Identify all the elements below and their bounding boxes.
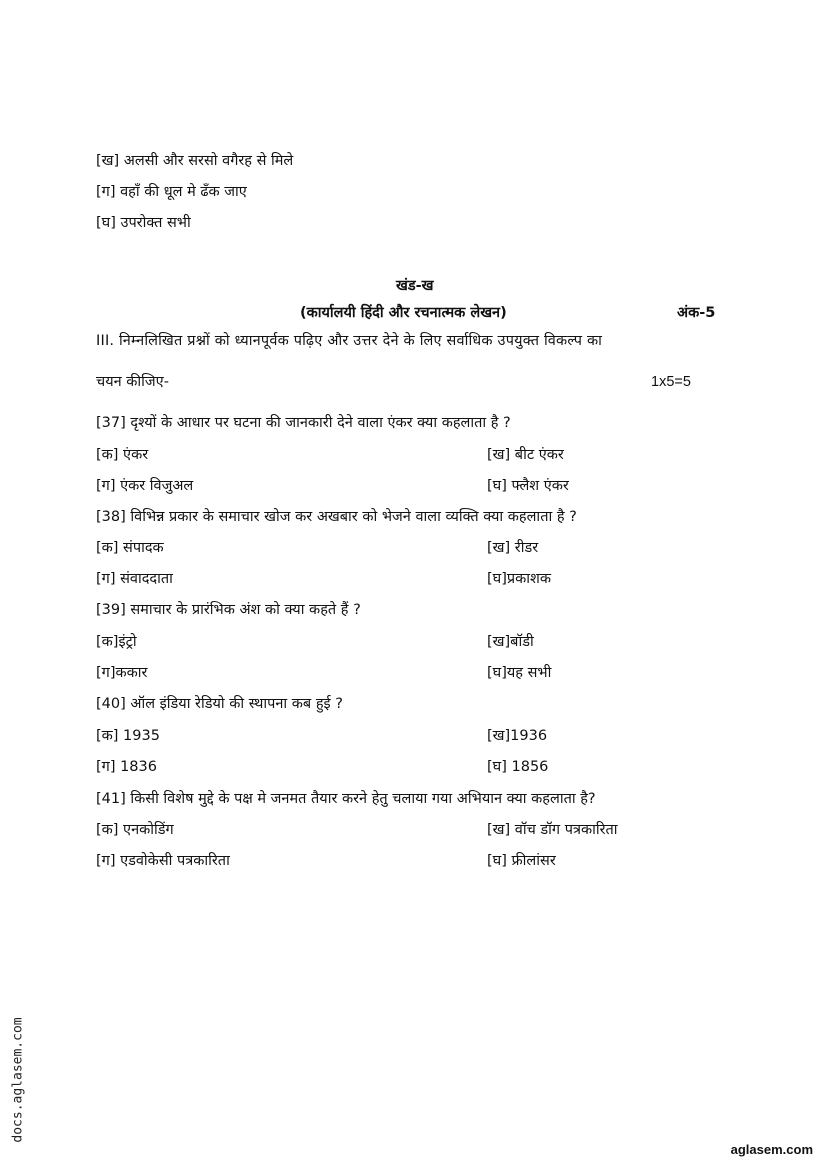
q38-option-kha: [ख] रीडर [487, 540, 539, 556]
question-39: [39] समाचार के प्रारंभिक अंश को क्या कहते हैं ? [96, 602, 361, 618]
q40-option-kha: [ख]1936 [487, 728, 548, 744]
q39-option-ga: [ग]ककार [96, 665, 148, 681]
q37-option-kha: [ख] बीट एंकर [487, 447, 564, 463]
q41-option-gha: [घ] फ्रीलांसर [487, 853, 556, 869]
section-subtitle: (कार्यालयी हिंदी और रचनात्मक लेखन) [300, 305, 507, 321]
question-40: [40] ऑल इंडिया रेडियो की स्थापना कब हुई ? [96, 696, 343, 712]
prev-option-kha: [ख] अलसी और सरसो वगैरह से मिले [96, 153, 294, 169]
watermark-text: docs.aglasem.com [10, 1017, 26, 1143]
q38-option-ka: [क] संपादक [96, 540, 164, 556]
q37-option-gha: [घ] फ्लैश एंकर [487, 478, 569, 494]
q40-option-ka: [क] 1935 [96, 728, 160, 744]
prev-option-gha: [घ] उपरोक्त सभी [96, 215, 191, 231]
instruction-line-2: चयन कीजिए- [96, 374, 169, 390]
instruction-line-1: III. निम्नलिखित प्रश्नों को ध्यानपूर्वक पढ़िए और उत्तर देने के लिए सर्वाधिक उपयुक्त विकल्प का [96, 333, 603, 349]
section-title: खंड-ख [396, 278, 434, 294]
q37-option-ka: [क] एंकर [96, 447, 149, 463]
q41-option-kha: [ख] वॉच डॉग पत्रकारिता [487, 822, 618, 838]
q41-option-ga: [ग] एडवोकेसी पत्रकारिता [96, 853, 230, 869]
section-marks: अंक-5 [677, 305, 716, 321]
q37-option-ga: [ग] एंकर विजुअल [96, 478, 194, 494]
q41-option-ka: [क] एनकोडिंग [96, 822, 174, 838]
q39-option-kha: [ख]बॉडी [487, 634, 534, 650]
q39-option-ka: [क]इंट्रो [96, 634, 137, 650]
footer-brand: aglasem.com [730, 1142, 813, 1157]
q38-option-ga: [ग] संवाददाता [96, 571, 173, 587]
q39-option-gha: [घ]यह सभी [487, 665, 552, 681]
q40-option-gha: [घ] 1856 [487, 759, 549, 775]
side-watermark [8, 1000, 28, 1160]
scoring-note: 1x5=5 [651, 374, 691, 390]
question-38: [38] विभिन्न प्रकार के समाचार खोज कर अखबार को भेजने वाला व्यक्ति क्या कहलाता है ? [96, 509, 577, 525]
prev-option-ga: [ग] वहाँ की धूल मे ढँक जाए [96, 184, 247, 200]
q38-option-gha: [घ]प्रकाशक [487, 571, 552, 587]
question-41: [41] किसी विशेष मुद्दे के पक्ष मे जनमत तैयार करने हेतु चलाया गया अभियान क्या कहलाता है? [96, 791, 596, 807]
question-37: [37] दृश्यों के आधार पर घटना की जानकारी देने वाला एंकर क्या कहलाता है ? [96, 415, 511, 431]
q40-option-ga: [ग] 1836 [96, 759, 157, 775]
